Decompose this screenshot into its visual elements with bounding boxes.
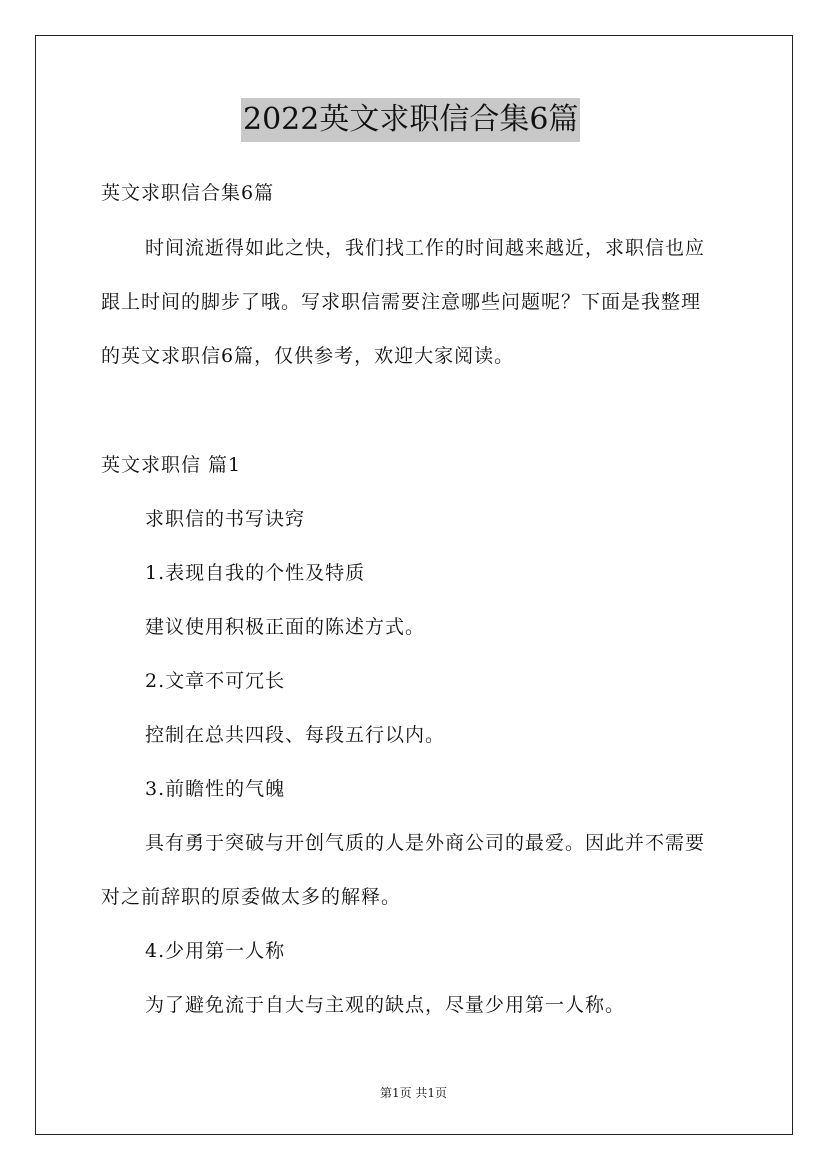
paragraph-line: 控制在总共四段、每段五行以内。 xyxy=(145,724,446,746)
paragraph-line: 2.文章不可冗长 xyxy=(145,670,286,692)
intro-line: 时间流逝得如此之快，我们找工作的时间越来越近，求职信也应 xyxy=(145,237,706,259)
paragraph-line: 1.表现自我的个性及特质 xyxy=(145,562,366,584)
document-title: 2022英文求职信合集6篇 xyxy=(241,98,580,142)
paragraph-line: 4.少用第一人称 xyxy=(145,940,286,962)
paragraph-line: 3.前瞻性的气魄 xyxy=(145,778,286,800)
section-heading: 英文求职信 篇1 xyxy=(101,454,242,476)
paragraph-line: 对之前辞职的原委做太多的解释。 xyxy=(101,886,402,908)
document-subtitle: 英文求职信合集6篇 xyxy=(101,182,275,204)
page-footer: 第1页 共1页 xyxy=(379,1086,448,1100)
paragraph-line: 求职信的书写诀窍 xyxy=(145,508,306,530)
paragraph-line: 为了避免流于自大与主观的缺点，尽量少用第一人称。 xyxy=(145,994,626,1016)
intro-line: 跟上时间的脚步了哦。写求职信需要注意哪些问题呢？下面是我整理 xyxy=(101,291,702,313)
intro-line: 的英文求职信6篇，仅供参考，欢迎大家阅读。 xyxy=(101,345,515,367)
paragraph-line: 建议使用积极正面的陈述方式。 xyxy=(145,616,426,638)
paragraph-line: 具有勇于突破与开创气质的人是外商公司的最爱。因此并不需要 xyxy=(145,832,706,854)
